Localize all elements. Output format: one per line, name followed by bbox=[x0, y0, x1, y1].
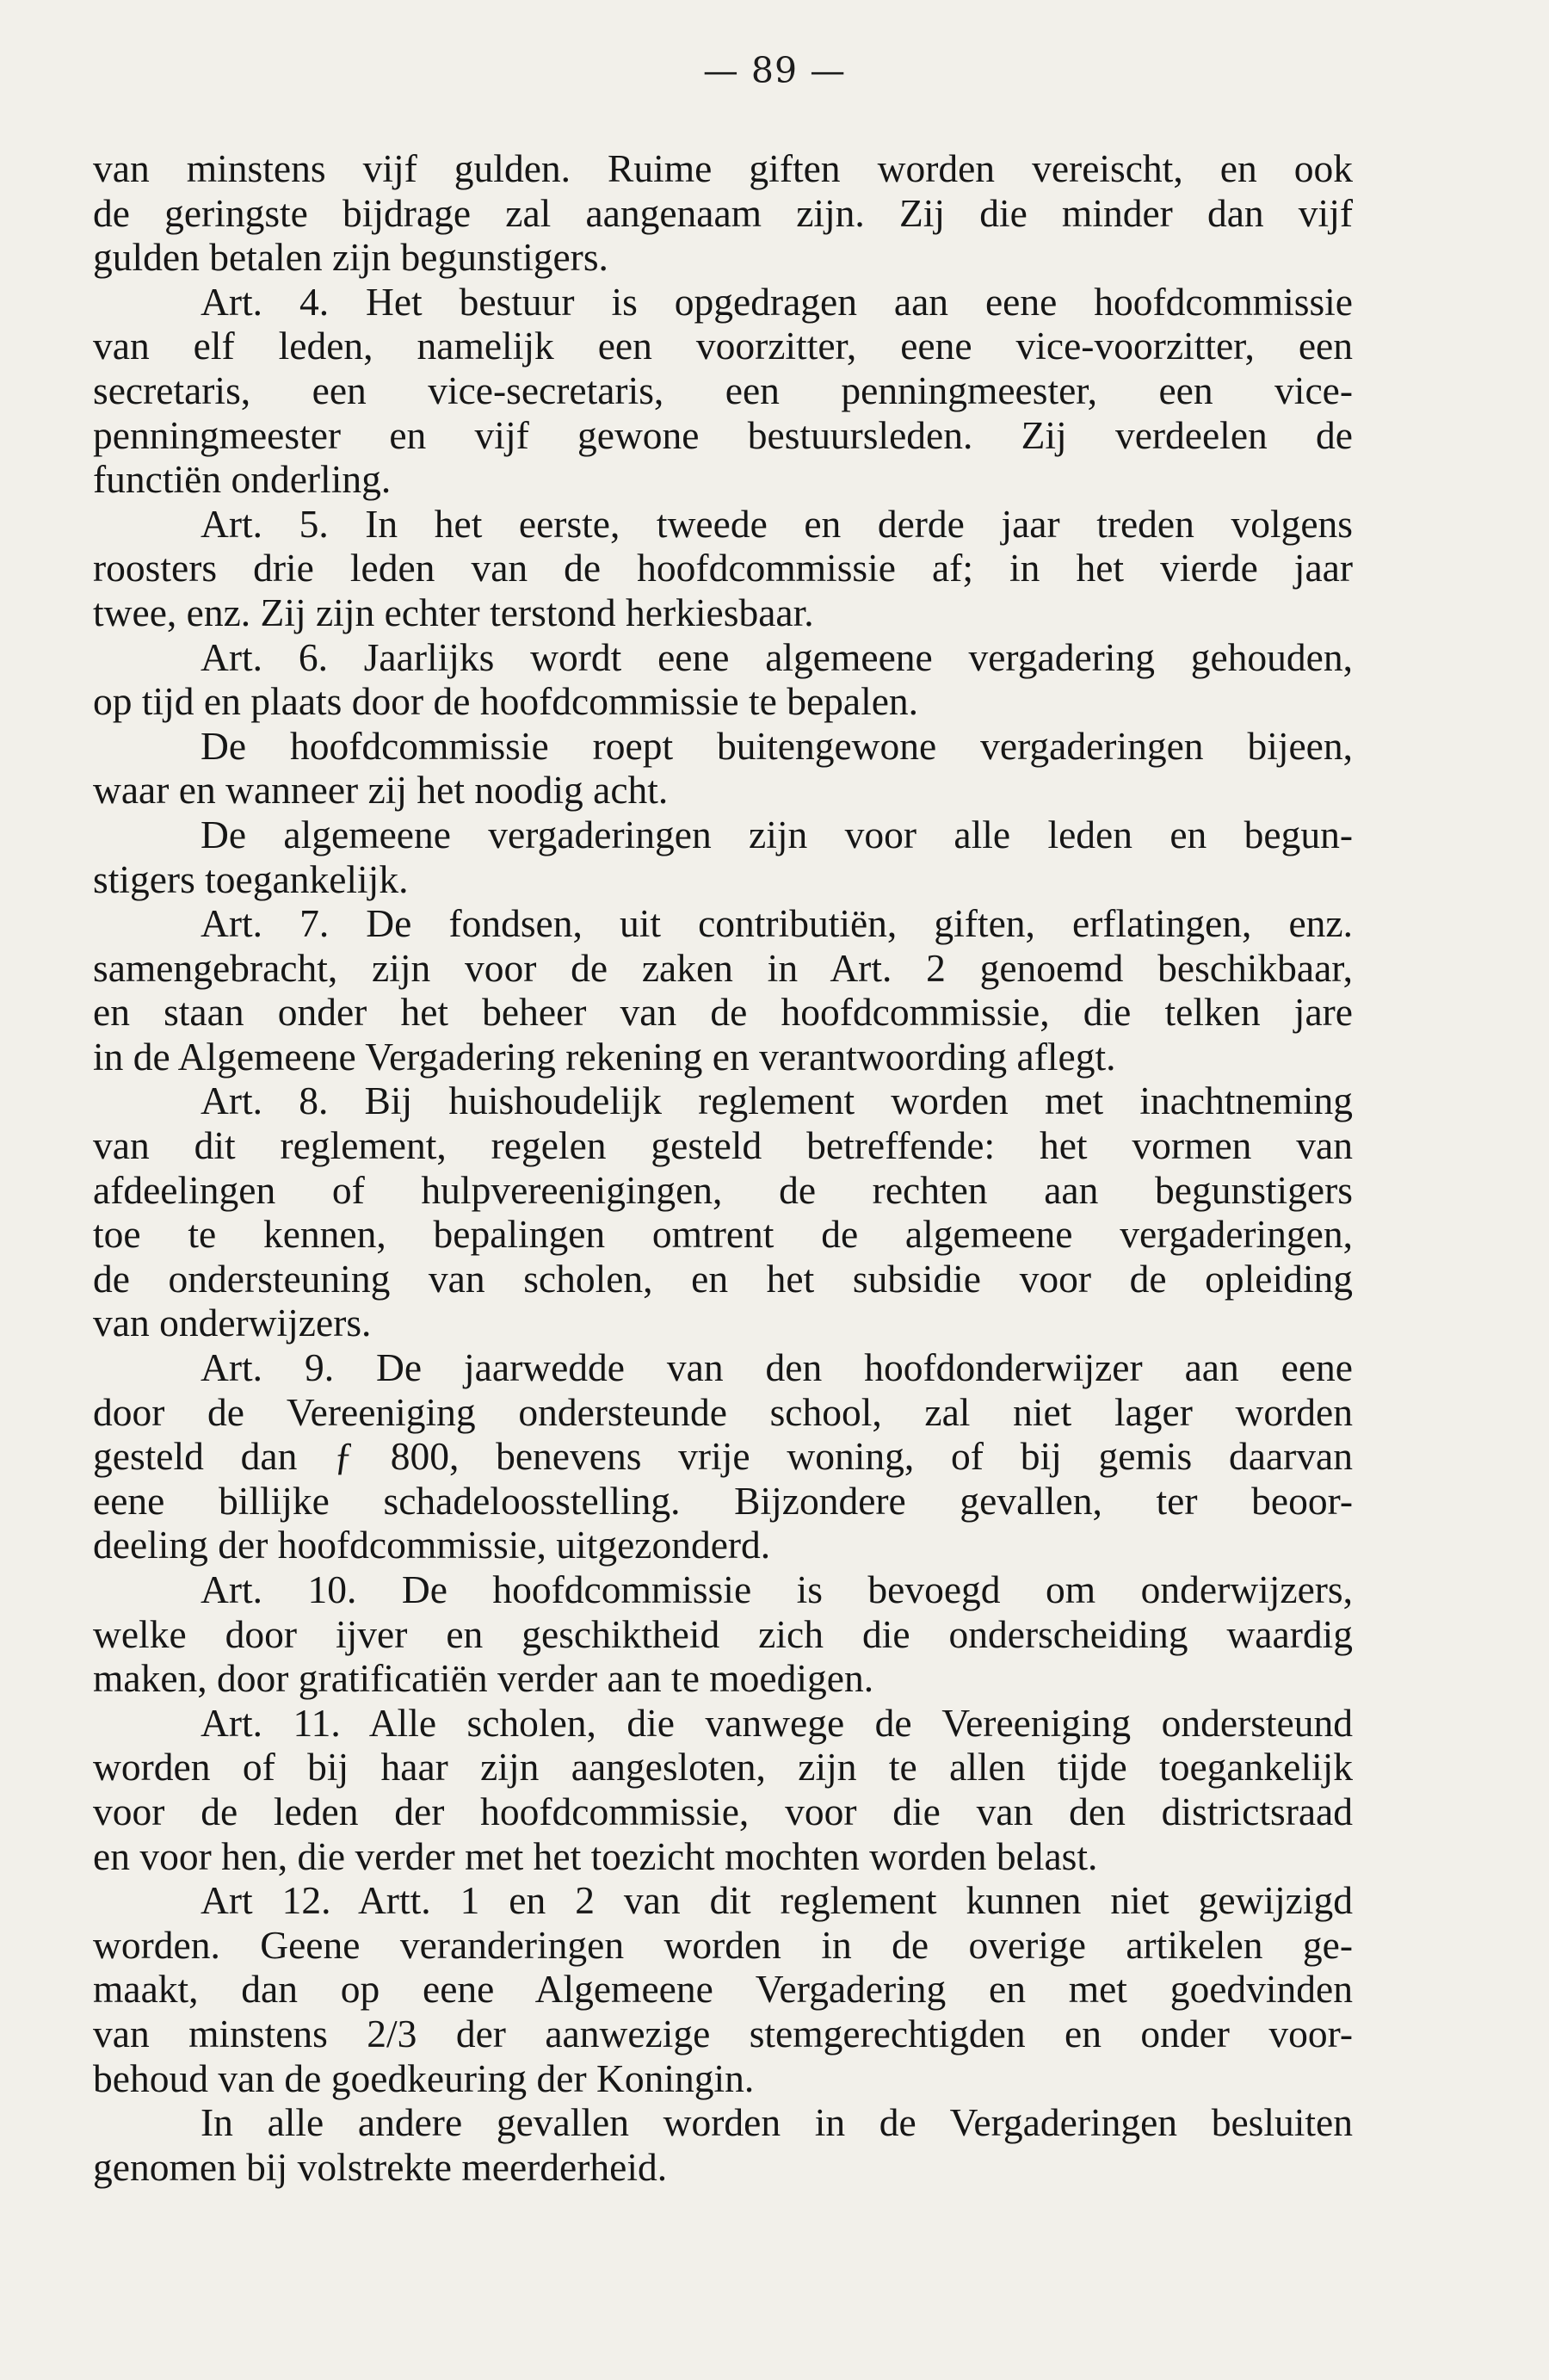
text-line: behoud van de goedkeuring der Koningin. bbox=[93, 2055, 755, 2100]
text-line: afdeelingen of hulpvereenigingen, de rechten aan begunstigers bbox=[93, 1167, 1353, 1212]
text-line: gesteld dan ƒ 800, benevens vrije woning, of bij gemis daarvan bbox=[93, 1434, 1353, 1479]
text-line: van minstens vijf gulden. Ruime giften worden vereischt, en ook bbox=[93, 146, 1353, 190]
text-line: roosters drie leden van de hoofdcommissie af; in het vierde jaar bbox=[93, 546, 1353, 590]
text-line: genomen bij volstrekte meerderheid. bbox=[93, 2144, 668, 2189]
article-12-heading-line: Art 12. Artt. 1 en 2 van dit reglement kunnen niet gewijzigd bbox=[201, 1878, 1353, 1923]
text-line: de ondersteuning van scholen, en het subsidie voor de opleiding bbox=[93, 1256, 1353, 1301]
text-line: maakt, dan op eene Algemeene Vergadering en met goedvinden bbox=[93, 1967, 1353, 2012]
text-line: secretaris, een vice-secretaris, een penningmeester, een vice- bbox=[93, 368, 1353, 412]
text-line: van elf leden, namelijk een voorzitter, eene vice-voorzitter, een bbox=[93, 324, 1353, 368]
article-6-heading-line: Art. 6. Jaarlijks wordt eene algemeene vergadering gehouden, bbox=[201, 634, 1353, 679]
text-line: maken, door gratificatiën verder aan te moedigen. bbox=[93, 1656, 874, 1701]
text-line: van onderwijzers. bbox=[93, 1301, 372, 1345]
body-text bbox=[93, 146, 1353, 2189]
text-line: van dit reglement, regelen gesteld betreffende: het vormen van bbox=[93, 1123, 1353, 1168]
text-line: eene billijke schadeloosstelling. Bijzondere gevallen, ter beoor- bbox=[93, 1478, 1353, 1523]
article-11-heading-line: Art. 11. Alle scholen, die vanwege de Vereeniging ondersteund bbox=[201, 1700, 1353, 1745]
text-line: worden. Geene veranderingen worden in de overige artikelen ge- bbox=[93, 1922, 1353, 1967]
text-line: In alle andere gevallen worden in de Vergaderingen besluiten bbox=[201, 2100, 1353, 2145]
text-line: functiën onderling. bbox=[93, 457, 392, 502]
text-line: De hoofdcommissie roept buitengewone vergaderingen bijeen, bbox=[201, 723, 1353, 768]
text-line: twee, enz. Zij zijn echter terstond herkiesbaar. bbox=[93, 590, 814, 634]
text-line: door de Vereeniging ondersteunde school, zal niet lager worden bbox=[93, 1389, 1353, 1434]
text-line: stigers toegankelijk. bbox=[93, 856, 409, 901]
article-10-heading-line: Art. 10. De hoofdcommissie is bevoegd om onderwijzers, bbox=[201, 1567, 1353, 1611]
text-line: waar en wanneer zij het noodig acht. bbox=[93, 768, 669, 813]
text-line: op tijd en plaats door de hoofdcommissie te bepalen. bbox=[93, 679, 919, 724]
page-number: — 89 — bbox=[702, 50, 847, 91]
article-5-heading-line: Art. 5. In het eerste, tweede en derde jaar treden volgens bbox=[201, 501, 1353, 546]
article-4-heading-line: Art. 4. Het bestuur is opgedragen aan eene hoofdcommissie bbox=[201, 279, 1353, 324]
text-line: gulden betalen zijn begunstigers. bbox=[93, 235, 608, 280]
text-line: van minstens 2/3 der aanwezige stemgerechtigden en onder voor- bbox=[93, 2011, 1353, 2055]
text-line: De algemeene vergaderingen zijn voor alle leden en begun- bbox=[201, 812, 1353, 856]
text-line: voor de leden der hoofdcommissie, voor die van den districtsraad bbox=[93, 1789, 1353, 1833]
article-9-heading-line: Art. 9. De jaarwedde van den hoofdonderwijzer aan eene bbox=[201, 1345, 1353, 1390]
text-line: de geringste bijdrage zal aangenaam zijn. Zij die minder dan vijf bbox=[93, 190, 1353, 235]
text-line: welke door ijver en geschiktheid zich die onderscheiding waardig bbox=[93, 1611, 1353, 1656]
text-line: en voor hen, die verder met het toezicht mochten worden belast. bbox=[93, 1833, 1098, 1878]
text-line: worden of bij haar zijn aangesloten, zijn te allen tijde toegankelijk bbox=[93, 1745, 1353, 1790]
article-8-heading-line: Art. 8. Bij huishoudelijk reglement worden met inachtneming bbox=[201, 1079, 1353, 1123]
text-line: in de Algemeene Vergadering rekening en verantwoording aflegt. bbox=[93, 1034, 1116, 1079]
text-line: en staan onder het beheer van de hoofdcommissie, die telken jare bbox=[93, 990, 1353, 1035]
text-line: samengebracht, zijn voor de zaken in Art. 2 genoemd beschikbaar, bbox=[93, 945, 1353, 990]
text-line: toe te kennen, bepalingen omtrent de algemeene vergaderingen, bbox=[93, 1212, 1353, 1257]
text-line: deeling der hoofdcommissie, uitgezonderd. bbox=[93, 1523, 771, 1567]
article-7-heading-line: Art. 7. De fondsen, uit contributiën, giften, erflatingen, enz. bbox=[201, 901, 1353, 946]
text-line: penningmeester en vijf gewone bestuursleden. Zij verdeelen de bbox=[93, 412, 1353, 457]
